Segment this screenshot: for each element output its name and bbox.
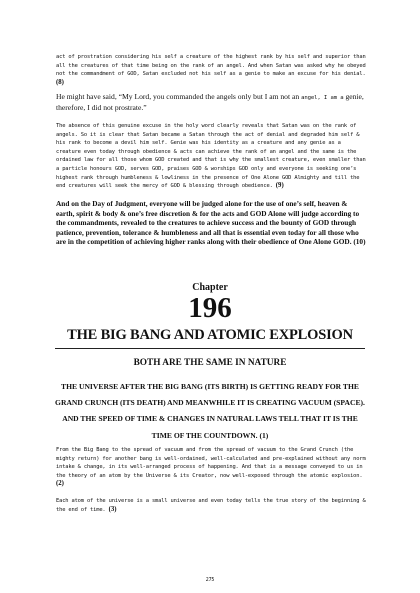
footnote-ref: (8) (56, 78, 64, 86)
paragraph-atom (56, 497, 366, 514)
paragraph-text: From the Big Bang to the spread of vacuum and from the spread of vacuum to the Grand Crunch (the mighty return) for another bang is well-ordained, well-calculated and pre-explained without any norm intake & change, in its well-arranged process of happening. And that is a message conveyed to us in the theory of an atom by the Universe & its Creator, now well-exposed through the atomic explosion. (56, 447, 366, 479)
footnote-ref: (2) (56, 480, 64, 488)
chapter-number: 196 (188, 292, 232, 324)
paragraph-satan-rank (56, 122, 366, 191)
paragraph-text-continued: genie, therefore, I did not prostrate.” (56, 92, 364, 112)
footnote-ref: (3) (108, 505, 117, 513)
paragraph-text: The absence of this genuine excuse in the holy word clearly reveals that Satan was on the rank of angels. So it is clear that Satan became a Satan through the act of denial and degraded him self & his rank to become a devil him self. Genie was his identity as a creature and any genie as a creature even today through obedience & acts can achieve the rank of an angel and the same is the ordained law for all those whom GOD created and that is why the smallest creature, even smaller than a particle honours GOD, serves GOD, praises GOD & worships GOD only and everyone is seeking one’s highest rank through humbleness & lowliness in the presence of One Alone GOD Almighty and till the end creatures will seek the mercy of GOD & blessing through obedience. (56, 123, 366, 190)
page-number: 275 (205, 577, 215, 583)
footnote-ref: (9) (275, 182, 284, 190)
paragraph-quote (56, 92, 366, 113)
inline-mono-text: angel, I am a (301, 95, 344, 101)
paragraph-text: He might have said, “My Lord, you commanded the angels only but I am not an (56, 92, 300, 101)
paragraph-text: act of prostration considering his self a creature of the highest rank by his self and superior than all the creatures of that time being on the rank of an angel. And when Satan was asked why he obeyed not the commandment of GOD, Satan excluded not his self as a genie to make an excuse for his denial. (56, 54, 366, 78)
chapter-lead: THE UNIVERSE AFTER THE BIG BANG (ITS BIRTH) IS GETTING READY FOR THE GRAND CRUNCH (ITS DEATH) AND MEANWHILE IT IS CREATING VACUUM (SPACE). AND THE SPEED OF TIME & CHANGES IN NATURAL LAWS TELL THAT IT IS THE TIME OF THE COUNTDOWN. (1) (55, 382, 365, 440)
paragraph-text: Each atom of the universe is a small universe and even today tells the true story of the beginning & the end of time. (56, 498, 366, 513)
chapter-label: Chapter (192, 282, 228, 293)
paragraph-big-bang (56, 446, 366, 489)
paragraph-prostration (56, 53, 366, 87)
paragraph-day-of-judgment: And on the Day of Judgment, everyone will be judged alone for the use of one’s self, heaven & earth, spirit & body & one’s free discretion & for the acts and GOD Alone will judge according to the commandments, revealed to the creatures to achieve success and the bounty of GOD through patience, prevention, tolerance & humbleness and all that is essential even today for all those who are in the competition of achieving higher ranks along with their obedience of One Alone GOD. (10) (56, 199, 366, 247)
chapter-title: THE BIG BANG AND ATOMIC EXPLOSION (67, 327, 353, 343)
chapter-subtitle: BOTH ARE THE SAME IN NATURE (133, 358, 287, 368)
title-underline (55, 348, 365, 349)
